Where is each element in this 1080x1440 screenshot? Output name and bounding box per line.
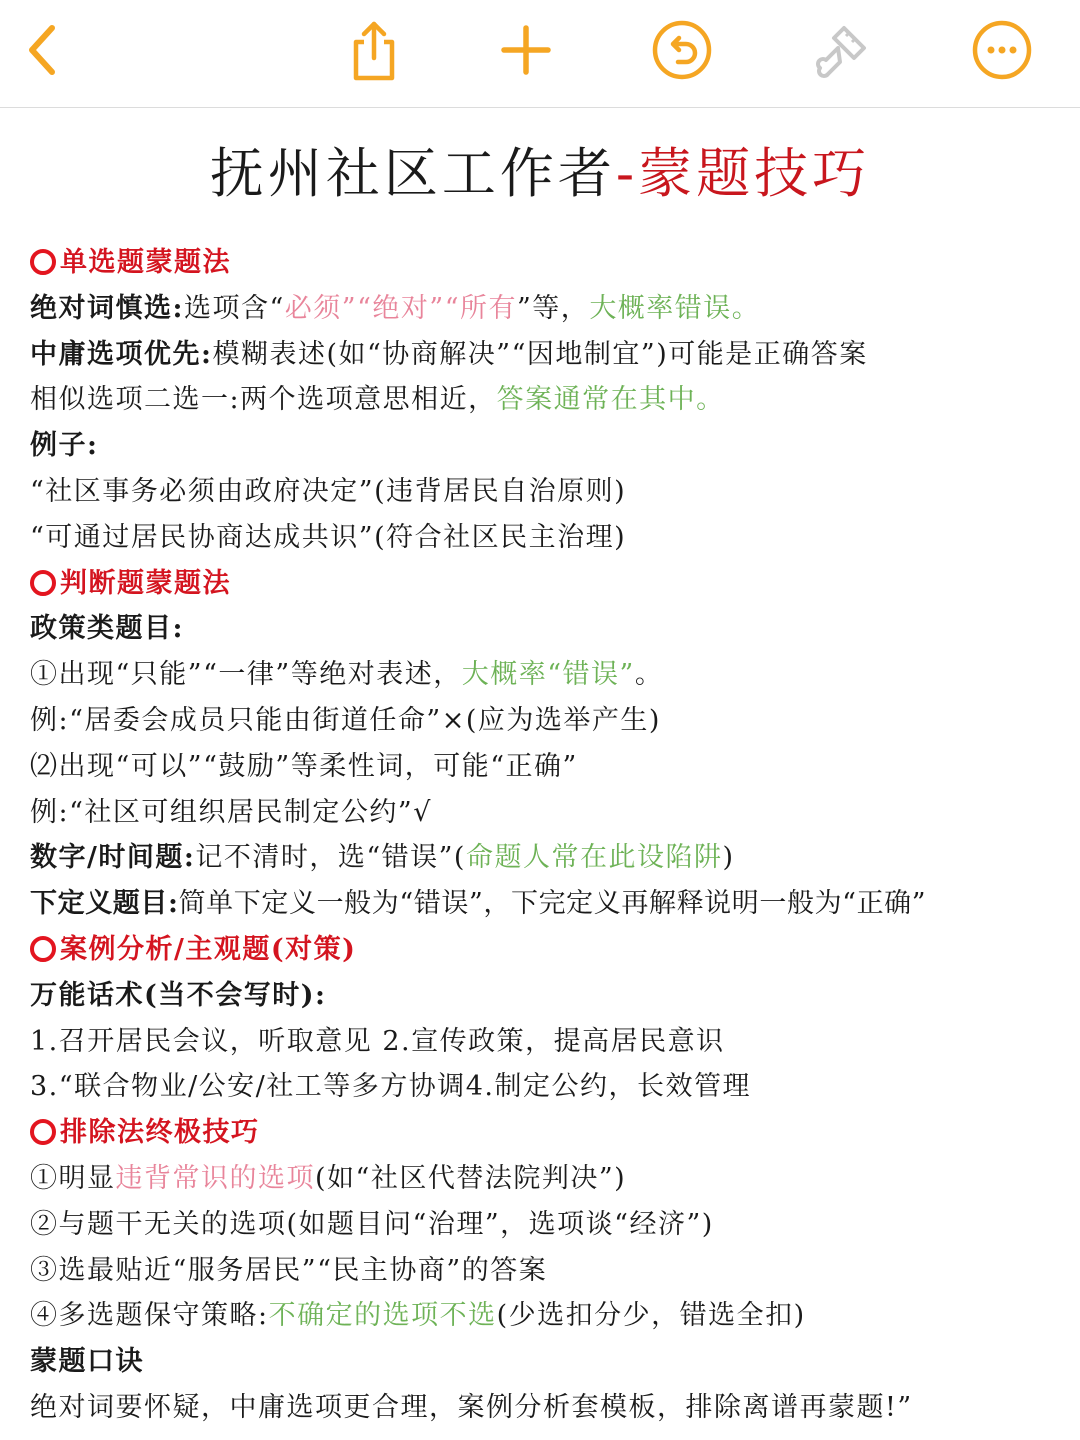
text-line: 相似选项二选一:两个选项意思相近，答案通常在其中。 — [30, 384, 725, 416]
text-line: 中庸选项优先:模糊表述(如“协商解决”“因地制宜”)可能是正确答案 — [30, 338, 868, 370]
page-title — [0, 138, 1080, 210]
share-icon — [342, 18, 406, 82]
subheading: 蒙题口诀 — [30, 1346, 144, 1378]
text-line: 数字/时间题:记不清时，选“错误”(命题人常在此设陷阱) — [30, 842, 735, 874]
share-button[interactable] — [338, 14, 410, 86]
text-line: ⑵出现“可以”“鼓励”等柔性词，可能“正确” — [30, 750, 578, 782]
undo-icon — [650, 18, 714, 82]
brush-button[interactable] — [806, 14, 878, 86]
section-heading-exclude: 排除法终极技巧 — [30, 1110, 1070, 1156]
text-line: 3.“联合物业/公安/社工等多方协调4.制定公约，长效管理 — [30, 1071, 752, 1103]
note-body — [30, 240, 1070, 1431]
example-line: 例:“居委会成员只能由街道任命”×(应为选举产生) — [30, 704, 661, 736]
text-line: ④多选题保守策略:不确定的选项不选(少选扣分少，错选全扣) — [30, 1300, 806, 1332]
more-icon — [970, 18, 1034, 82]
example-line: 例:“社区可组织居民制定公约”√ — [30, 796, 432, 828]
example-label: 例子: — [30, 430, 99, 462]
example-line: “社区事务必须由政府决定”(违背居民自治原则) — [30, 475, 627, 507]
subheading: 万能话术(当不会写时): — [30, 979, 327, 1011]
text-line: ③选最贴近“服务居民”“民主协商”的答案 — [30, 1254, 548, 1286]
title-accent: -蒙题技巧 — [615, 142, 871, 205]
add-icon — [494, 18, 558, 82]
add-button[interactable] — [490, 14, 562, 86]
section-heading-judge: 判断题蒙题法 — [30, 561, 1070, 607]
section-heading-case: 案例分析/主观题(对策) — [30, 927, 1070, 973]
back-icon — [12, 18, 76, 82]
back-button[interactable] — [8, 14, 80, 86]
section-heading-single: 单选题蒙题法 — [30, 240, 1070, 286]
text-line: 绝对词慎选:选项含“必须”“绝对”“所有”等，大概率错误。 — [30, 292, 761, 324]
text-line: ①明显违背常识的选项(如“社区代替法院判决”) — [30, 1162, 627, 1194]
red-circle-icon — [30, 1119, 56, 1145]
text-line: 绝对词要怀疑，中庸选项更合理，案例分析套模板，排除离谱再蒙题!” — [30, 1391, 913, 1423]
undo-button[interactable] — [646, 14, 718, 86]
example-line: “可通过居民协商达成共识”(符合社区民主治理) — [30, 521, 627, 553]
red-circle-icon — [30, 570, 56, 596]
text-line: ①出现“只能”“一律”等绝对表述，大概率“错误”。 — [30, 659, 664, 691]
text-line: 1.召开居民会议，听取意见 2.宣传政策，提高居民意识 — [30, 1025, 725, 1057]
red-circle-icon — [30, 249, 56, 275]
title-main: 抚州社区工作者 — [209, 142, 616, 205]
text-line: ②与题干无关的选项(如题目问“治理”，选项谈“经济”) — [30, 1208, 714, 1240]
more-button[interactable] — [966, 14, 1038, 86]
top-toolbar — [0, 0, 1080, 108]
red-circle-icon — [30, 936, 56, 962]
text-line: 下定义题目:简单下定义一般为“错误”，下完定义再解释说明一般为“正确” — [30, 888, 927, 920]
brush-icon — [810, 18, 874, 82]
subheading: 政策类题目: — [30, 613, 184, 645]
